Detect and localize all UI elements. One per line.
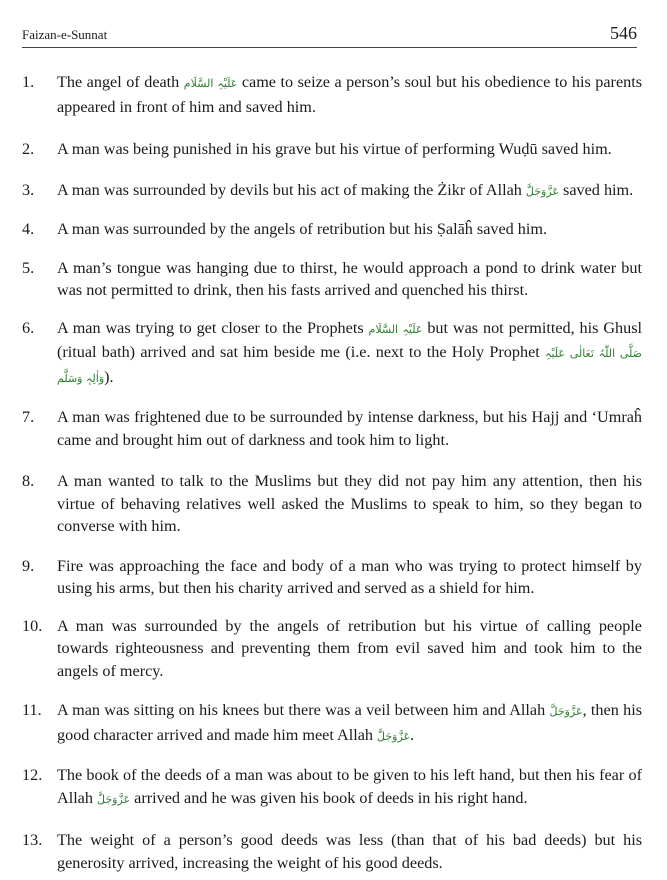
item-text: A man was surrounded by devils but his act of making the Żikr of Allah عَزَّوَجَلَّ saved him. — [57, 180, 634, 199]
list-item — [22, 829, 642, 874]
list-item — [22, 699, 642, 748]
list-item — [22, 257, 642, 302]
item-text: The angel of death عَلَیْہِ السَّلَام came to seize a person’s soul but his obedience to his parents appeared in front of him and saved him. — [57, 73, 643, 116]
item-text: The book of the deeds of a man was about to be given to his left hand, but then his fear of Allah عَزَّوَجَلَّ arrived and he was given his book of deeds in his right hand. — [57, 766, 642, 807]
page-header — [22, 25, 637, 47]
item-text: The weight of a person’s good deeds was less (than that of his bad deeds) but his generosity arrived, increasing the weight of his good deeds. — [57, 831, 642, 872]
list-item — [22, 138, 642, 161]
page-number: 546 — [610, 23, 637, 43]
header-rule — [22, 47, 637, 48]
item-number: 2. — [22, 140, 35, 158]
book-title: Faizan-e-Sunnat — [22, 27, 108, 42]
honorific-calligraphy: عَلَیْہِ السَّلَام — [183, 77, 238, 90]
honorific-calligraphy: عَزَّوَجَلَّ — [97, 792, 131, 806]
list-item — [22, 218, 642, 241]
list-item — [22, 71, 642, 118]
item-number: 6. — [22, 318, 35, 337]
item-text: A man was being punished in his grave but his virtue of performing Wuḍū saved him. — [57, 140, 612, 158]
item-text: A man was surrounded by the angels of retribution but his Ṣalāĥ saved him. — [57, 220, 548, 238]
item-number: 1. — [22, 73, 35, 91]
list-item — [22, 555, 642, 600]
honorific-calligraphy: عَزَّوَجَلَّ — [525, 184, 559, 198]
list-item — [22, 406, 642, 451]
honorific-calligraphy: صَلَّی اللّٰہُ تَعَالٰی عَلَیْہِ وَاٰلِہٖ وَسَلَّم — [57, 347, 642, 385]
item-number: 12. — [22, 766, 43, 784]
item-text: A man was surrounded by the angels of retribution but his virtue of calling people towards righteousness and preventing them from evil saved him and took him to the angels of mercy. — [57, 616, 642, 680]
honorific-calligraphy: عَلَیْہِ السَّلَام — [368, 322, 423, 336]
item-number: 4. — [22, 220, 35, 238]
item-number: 3. — [22, 180, 35, 199]
item-text: A man was trying to get closer to the Prophets عَلَیْہِ السَّلَام but was not permitted, his Ghusl (ritual bath) arrived and sat him beside me (i.e. next to the Holy Prophet صَلَّی اللّٰہُ تَعَالٰی عَلَیْہِ وَاٰلِہٖ وَسَلَّم). — [57, 318, 643, 386]
item-number: 11. — [22, 701, 42, 719]
item-number: 9. — [22, 556, 35, 575]
item-number: 7. — [22, 408, 35, 426]
item-text: Fire was approaching the face and body of a man who was trying to protect himself by using his arms, but then his charity arrived and served as a shield for him. — [57, 556, 642, 597]
list-item — [22, 615, 642, 683]
numbered-list — [22, 71, 642, 874]
item-number: 8. — [22, 472, 35, 490]
item-number: 13. — [22, 831, 43, 849]
list-item — [22, 470, 642, 538]
item-text: A man’s tongue was hanging due to thirst, he would approach a pond to drink water but was not permitted to drink, then his fasts arrived and quenched his thirst. — [57, 258, 642, 299]
honorific-calligraphy: عَزَّوَجَلَّ — [549, 705, 583, 718]
list-item — [22, 764, 642, 811]
item-text: A man was sitting on his knees but there was a veil between him and Allah عَزَّوَجَلَّ, then his good character arrived and made him meet Allah عَزَّوَجَلَّ. — [57, 701, 642, 744]
list-item — [22, 179, 642, 204]
item-number: 10. — [22, 616, 43, 635]
item-text: A man wanted to talk to the Muslims but they did not pay him any attention, then his virtue of behaving relatives well asked the Muslims to speak to him, so they began to converse with him. — [57, 472, 642, 535]
honorific-calligraphy: عَزَّوَجَلَّ — [377, 729, 411, 743]
item-text: A man was frightened due to be surrounded by intense darkness, but his Hajj and ‘Umraĥ came and brought him out of darkness and took him to light. — [57, 408, 642, 449]
item-number: 5. — [22, 258, 35, 277]
list-item — [22, 317, 642, 391]
